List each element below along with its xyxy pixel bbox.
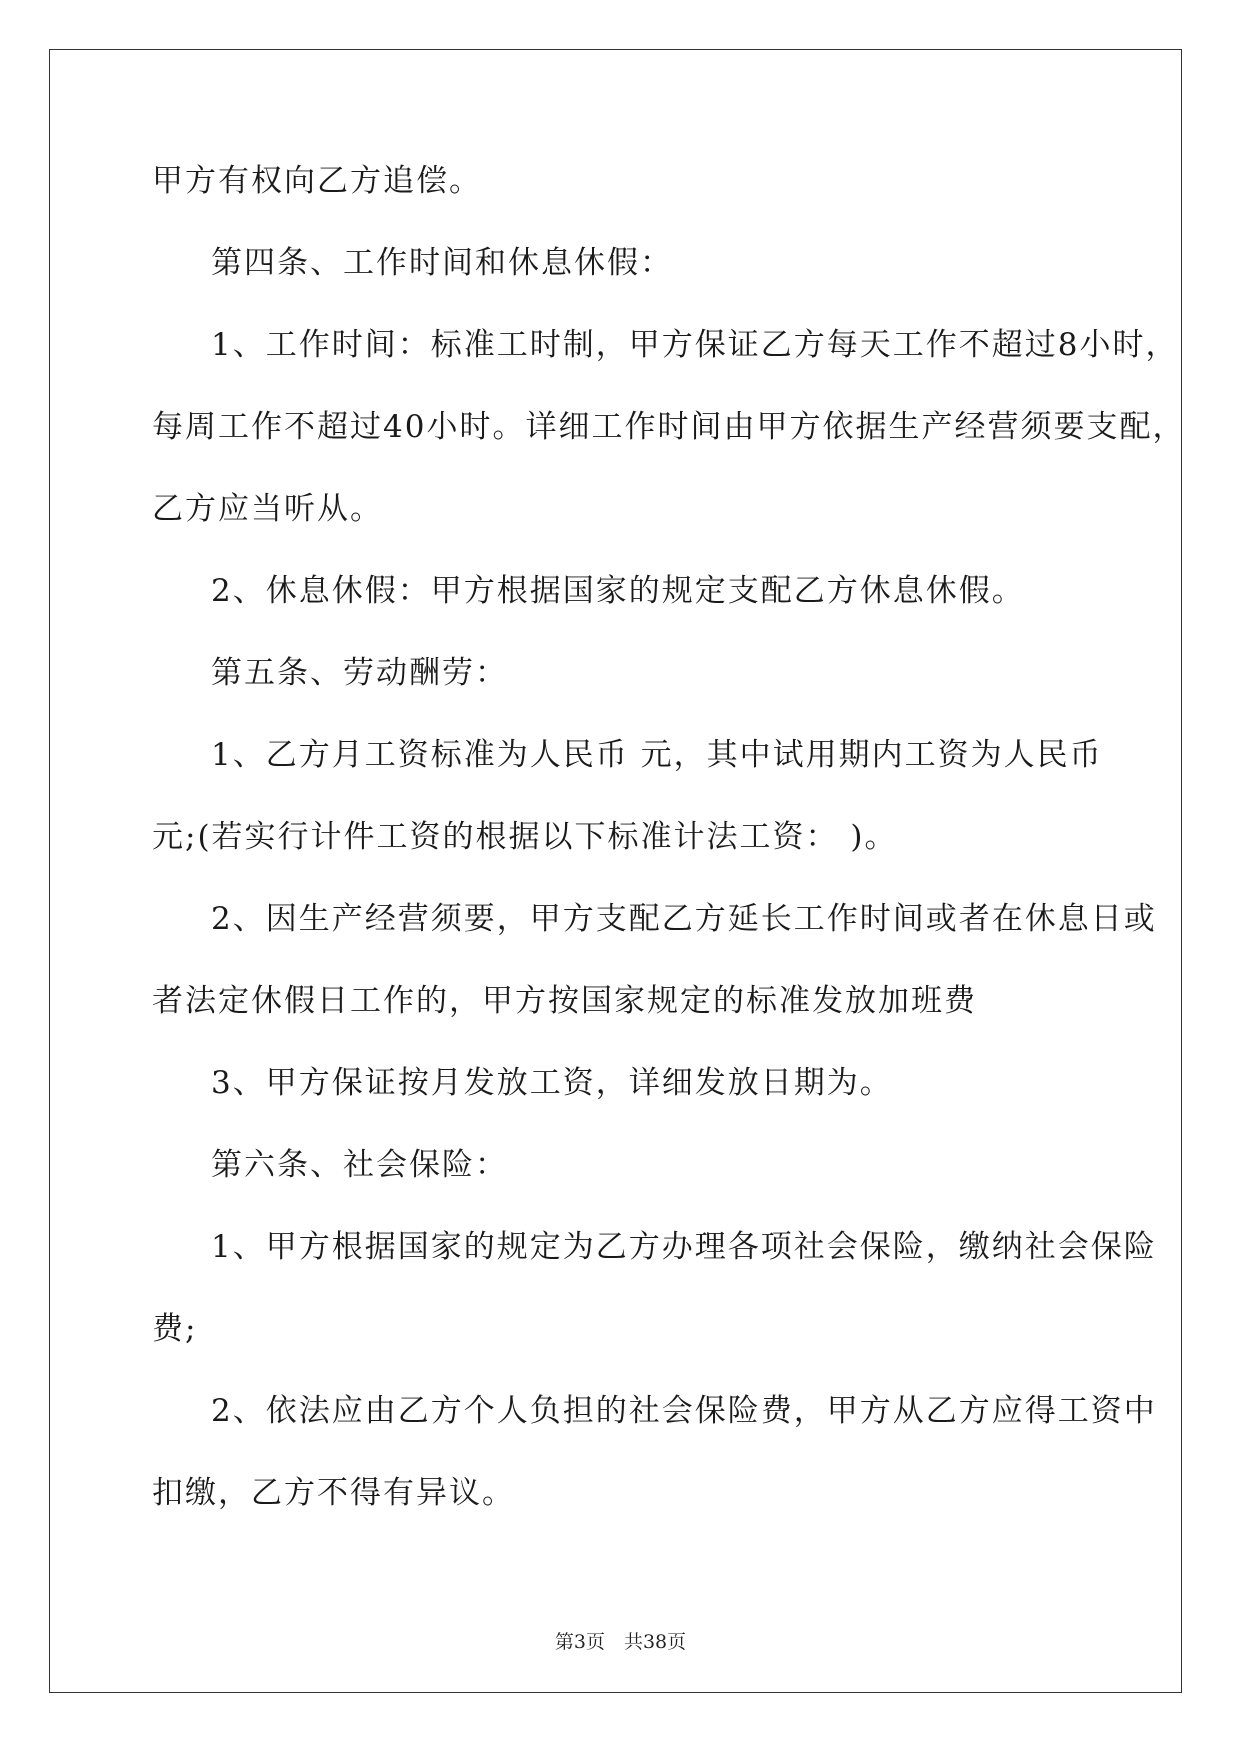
text-line: 2、依法应由乙方个人负担的社会保险费，甲方从乙方应得工资中	[211, 1393, 1157, 1429]
text-line: 费;	[152, 1311, 198, 1347]
text-line: 乙方应当听从。	[152, 491, 383, 527]
text-line: 1、工作时间：标准工时制，甲方保证乙方每天工作不超过8小时，	[211, 327, 1179, 363]
text-line: 元;(若实行计件工资的根据以下标准计法工资： )。	[152, 819, 898, 855]
text-line: 者法定休假日工作的，甲方按国家规定的标准发放加班费	[152, 983, 977, 1019]
section-heading-6: 第六条、社会保险：	[211, 1147, 508, 1183]
text-line: 甲方有权向乙方追偿。	[152, 163, 482, 199]
text-line: 2、休息休假：甲方根据国家的规定支配乙方休息休假。	[211, 573, 1025, 609]
text-line: 扣缴，乙方不得有异议。	[152, 1475, 515, 1511]
text-line: 3、甲方保证按月发放工资，详细发放日期为。	[211, 1065, 893, 1101]
text-line: 每周工作不超过40小时。详细工作时间由甲方依据生产经营须要支配，	[152, 409, 1186, 445]
text-line: 2、因生产经营须要，甲方支配乙方延长工作时间或者在休息日或	[211, 901, 1157, 937]
section-heading-5: 第五条、劳动酬劳：	[211, 655, 508, 691]
section-heading-4: 第四条、工作时间和休息休假：	[211, 245, 673, 281]
document-body	[152, 160, 1186, 1554]
text-line: 1、甲方根据国家的规定为乙方办理各项社会保险，缴纳社会保险	[211, 1229, 1157, 1265]
page-number-footer: 第3页 共38页	[554, 1631, 687, 1653]
text-line: 1、乙方月工资标准为人民币 元，其中试用期内工资为人民币	[211, 737, 1103, 773]
